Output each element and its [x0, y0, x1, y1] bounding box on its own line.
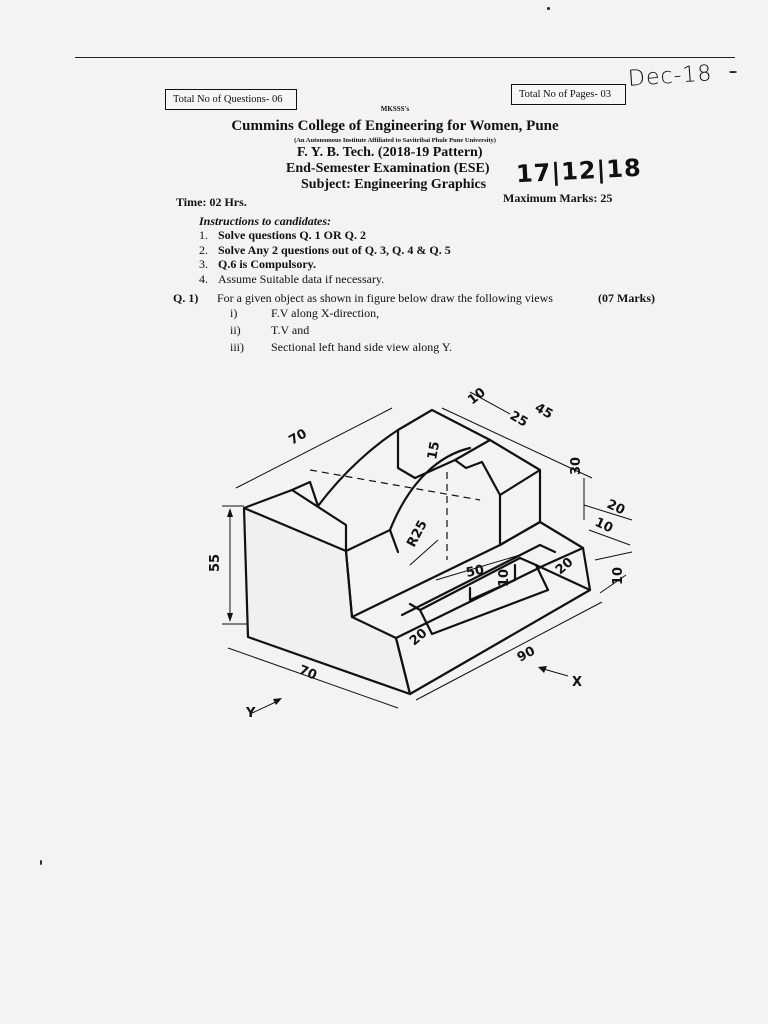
instruction-item: 4. Assume Suitable data if necessary. [199, 271, 385, 286]
college-name: Cummins College of Engineering for Women, Pune [231, 118, 559, 134]
dim-label: 15 [425, 440, 444, 461]
dim-label: 50 [464, 562, 486, 581]
dim-label: 10 [497, 568, 512, 587]
question-1-marks: (07 Marks) [598, 291, 655, 305]
exam-time: Time: 02 Hrs. [176, 195, 247, 209]
handwritten-date: Dec-18 [627, 61, 714, 92]
dim-label: 10 [592, 515, 616, 537]
dim-label: 55 [208, 553, 223, 572]
exam-date-handwritten: 17|12|18 [515, 153, 643, 189]
exam-title: End-Semester Examination (ESE) [286, 161, 490, 176]
total-questions-box: Total No of Questions- 06 [165, 89, 297, 110]
instructions-heading: Instructions to candidates: [199, 214, 332, 228]
instruction-item: 3. Q.6 is Compulsory. [199, 257, 317, 271]
instruction-item: 1. Solve questions Q. 1 OR Q. 2 [199, 228, 367, 242]
question-1-part: iii) Sectional left hand side view along Y. [230, 340, 452, 354]
stray-mark [40, 860, 42, 865]
dim-label: 25 [507, 408, 531, 431]
dim-label: 10 [465, 385, 489, 409]
dim-label: 90 [514, 643, 538, 666]
max-marks: Maximum Marks: 25 [503, 191, 613, 205]
dim-label: 70 [296, 662, 319, 684]
instruction-item: 2. Solve Any 2 questions out of Q. 3, Q. 4 & Q. 5 [199, 242, 451, 257]
dim-label: 70 [286, 426, 310, 449]
stray-mark [547, 7, 550, 10]
dim-label: 20 [604, 497, 628, 519]
subject-title: Subject: Engineering Graphics [301, 177, 487, 192]
program-title: F. Y. B. Tech. (2018-19 Pattern) [297, 145, 483, 160]
dim-label: R25 [404, 518, 431, 550]
org-name: MKSSS's [380, 105, 410, 113]
dim-label: 20 [406, 625, 431, 650]
y-direction-label: Y [246, 706, 256, 721]
dim-label: 30 [569, 456, 584, 475]
question-1-text: For a given object as shown in figure below draw the following views [217, 291, 553, 305]
question-1-number: Q. 1) [173, 291, 199, 305]
total-pages-box: Total No of Pages- 03 [511, 84, 626, 105]
question-1-part: i) F.V along X-direction, [230, 306, 380, 320]
question-1-part: ii) T.V and [230, 323, 310, 337]
stray-mark [729, 71, 737, 73]
dim-label: 45 [532, 400, 556, 423]
dim-label: 20 [552, 554, 577, 579]
dim-label: 10 [611, 566, 626, 585]
affiliation: (An Autonomous Institute Affiliated to Savitribai Phule Pune University) [294, 137, 496, 144]
x-direction-label: X [572, 675, 583, 690]
